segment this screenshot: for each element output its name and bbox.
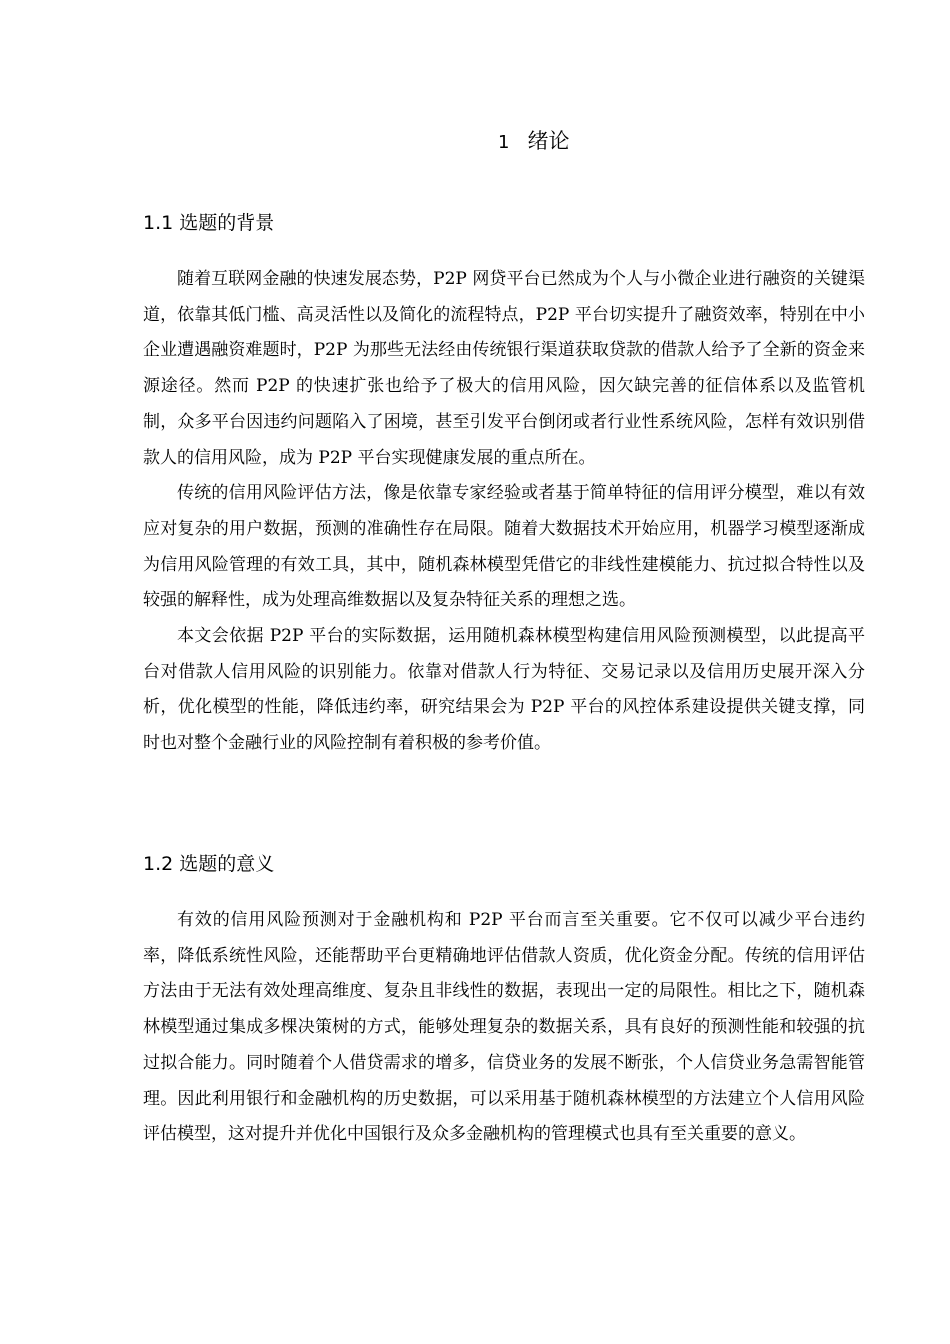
section-heading-significance: 1.2 选题的意义 — [143, 853, 275, 875]
paragraph: 传统的信用风险评估方法，像是依靠专家经验或者基于简单特征的信用评分模型，难以有效应对复杂的用户数据，预测的准确性存在局限。随着大数据技术开始应用，机器学习模型逐渐成为信用风险管理的有效工具，其中，随机森林模型凭借它的非线性建模能力、抗过拟合特性以及较强的解释性，成为处理高维数据以及复杂特征关系的理想之选。 — [143, 483, 865, 611]
chapter-title-text: 绪论 — [527, 129, 570, 153]
section-heading-background: 1.1 选题的背景 — [143, 212, 275, 234]
section-body-background — [143, 262, 865, 762]
paragraph: 有效的信用风险预测对于金融机构和 P2P 平台而言至关重要。它不仅可以减少平台违约率，降低系统性风险，还能帮助平台更精确地评估借款人资质，优化资金分配。传统的信用评估方法由于无法有效处理高维度、复杂且非线性的数据，表现出一定的局限性。相比之下，随机森林模型通过集成多棵决策树的方式，能够处理复杂的数据关系，具有良好的预测性能和较强的抗过拟合能力。同时随着个人借贷需求的增多，信贷业务的发展不断张，个人信贷业务急需智能管理。因此利用银行和金融机构的历史数据，可以采用基于随机森林模型的方法建立个人信用风险评估模型，这对提升并优化中国银行及众多金融机构的管理模式也具有至关重要的意义。 — [143, 910, 865, 1145]
chapter-number: 1 — [498, 132, 510, 153]
paragraph: 随着互联网金融的快速发展态势，P2P 网贷平台已然成为个人与小微企业进行融资的关键渠道，依靠其低门槛、高灵活性以及简化的流程特点，P2P 平台切实提升了融资效率，特别在中小企业遭遇融资难题时，P2P 为那些无法经由传统银行渠道获取贷款的借款人给予了全新的资金来源途径。然而 P2P 的快速扩张也给予了极大的信用风险，因欠缺完善的征信体系以及监管机制，众多平台因违约问题陷入了困境，甚至引发平台倒闭或者行业性系统风险，怎样有效识别借款人的信用风险，成为 P2P 平台实现健康发展的重点所在。 — [143, 269, 865, 468]
section-body-significance — [143, 903, 865, 1153]
chapter-title — [498, 126, 569, 158]
paragraph: 本文会依据 P2P 平台的实际数据，运用随机森林模型构建信用风险预测模型，以此提高平台对借款人信用风险的识别能力。依靠对借款人行为特征、交易记录以及信用历史展开深入分析，优化模型的性能，降低违约率，研究结果会为 P2P 平台的风控体系建设提供关键支撑，同时也对整个金融行业的风险控制有着积极的参考价值。 — [143, 626, 865, 754]
